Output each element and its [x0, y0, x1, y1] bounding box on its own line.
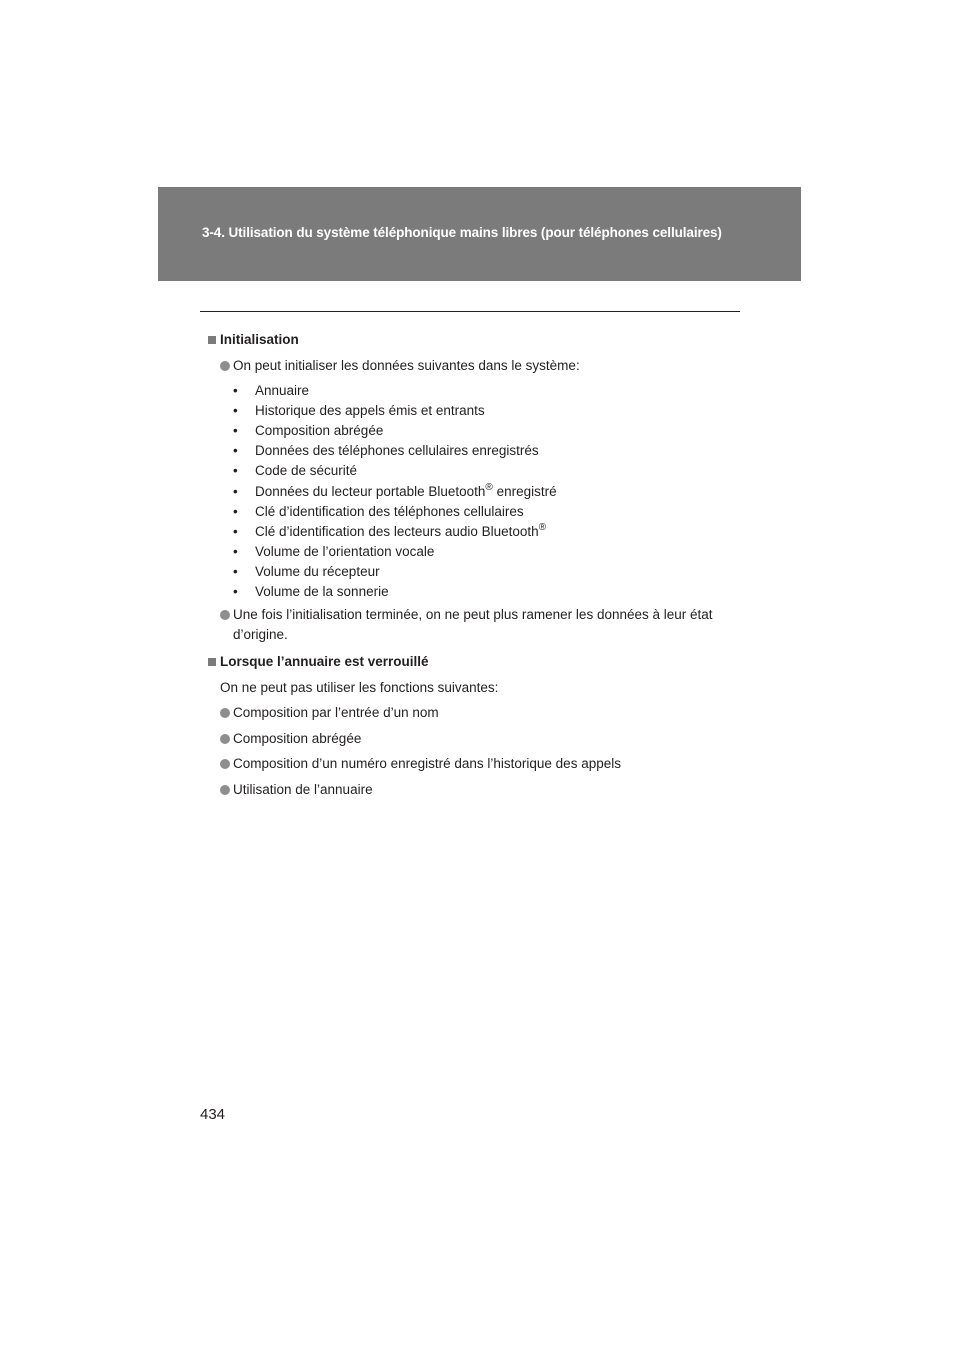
point-item: Composition abrégée — [220, 730, 361, 748]
dot-bullet-icon: • — [233, 524, 238, 539]
dot-bullet-icon: • — [233, 484, 238, 499]
sub-list-item: • Données du lecteur portable Bluetooth® enregistré — [233, 482, 557, 499]
sub-list-item: • Volume de l’orientation vocale — [233, 544, 435, 559]
point-item: On peut initialiser les données suivantes dans le système: — [220, 357, 580, 375]
dot-bullet-icon: • — [233, 544, 238, 559]
sub-list-item: • Clé d’identification des téléphones cellulaires — [233, 504, 524, 519]
dot-bullet-icon: • — [233, 443, 238, 458]
round-bullet-icon — [220, 759, 230, 769]
dot-bullet-icon: • — [233, 383, 238, 398]
section-heading-initialisation: Initialisation — [208, 331, 299, 349]
point-item: Composition d’un numéro enregistré dans l’historique des appels — [220, 755, 621, 773]
dot-bullet-icon: • — [233, 584, 238, 599]
section-divider — [200, 311, 740, 312]
registered-mark: ® — [538, 522, 547, 533]
round-bullet-icon — [220, 785, 230, 795]
sub-list-item: • Volume du récepteur — [233, 564, 380, 579]
round-bullet-icon — [220, 734, 230, 744]
sub-list-item: • Données des téléphones cellulaires enregistrés — [233, 443, 539, 458]
dot-bullet-icon: • — [233, 504, 238, 519]
dot-bullet-icon: • — [233, 564, 238, 579]
dot-bullet-icon: • — [233, 403, 238, 418]
sub-list-item: • Composition abrégée — [233, 423, 384, 438]
chapter-header-band — [158, 187, 801, 281]
registered-mark: ® — [485, 482, 493, 493]
round-bullet-icon — [220, 610, 230, 620]
sub-list-item: • Historique des appels émis et entrants — [233, 403, 485, 418]
chapter-title: 3-4. Utilisation du système téléphonique mains libres (pour téléphones cellulaires) — [202, 225, 722, 240]
sub-list-item: • Clé d’identification des lecteurs audio Bluetooth® — [233, 522, 547, 539]
dot-bullet-icon: • — [233, 463, 238, 478]
point-item: Une fois l’initialisation terminée, on ne peut plus ramener les données à leur état — [220, 606, 713, 624]
sub-list-item: • Volume de la sonnerie — [233, 584, 389, 599]
sub-list-item: • Code de sécurité — [233, 463, 358, 478]
point-item: Composition par l’entrée d’un nom — [220, 704, 439, 722]
sub-list-item: • Annuaire — [233, 383, 310, 398]
round-bullet-icon — [220, 361, 230, 371]
section-intro: On ne peut pas utiliser les fonctions suivantes: — [220, 680, 499, 695]
dot-bullet-icon: • — [233, 423, 238, 438]
section-heading-annuaire-verrouille: Lorsque l’annuaire est verrouillé — [208, 653, 429, 671]
page-number: 434 — [200, 1106, 226, 1123]
square-bullet-icon — [208, 658, 216, 666]
round-bullet-icon — [220, 708, 230, 718]
point-item: Utilisation de l’annuaire — [220, 781, 373, 799]
point-item-continuation: d’origine. — [233, 627, 288, 642]
square-bullet-icon — [208, 336, 216, 344]
